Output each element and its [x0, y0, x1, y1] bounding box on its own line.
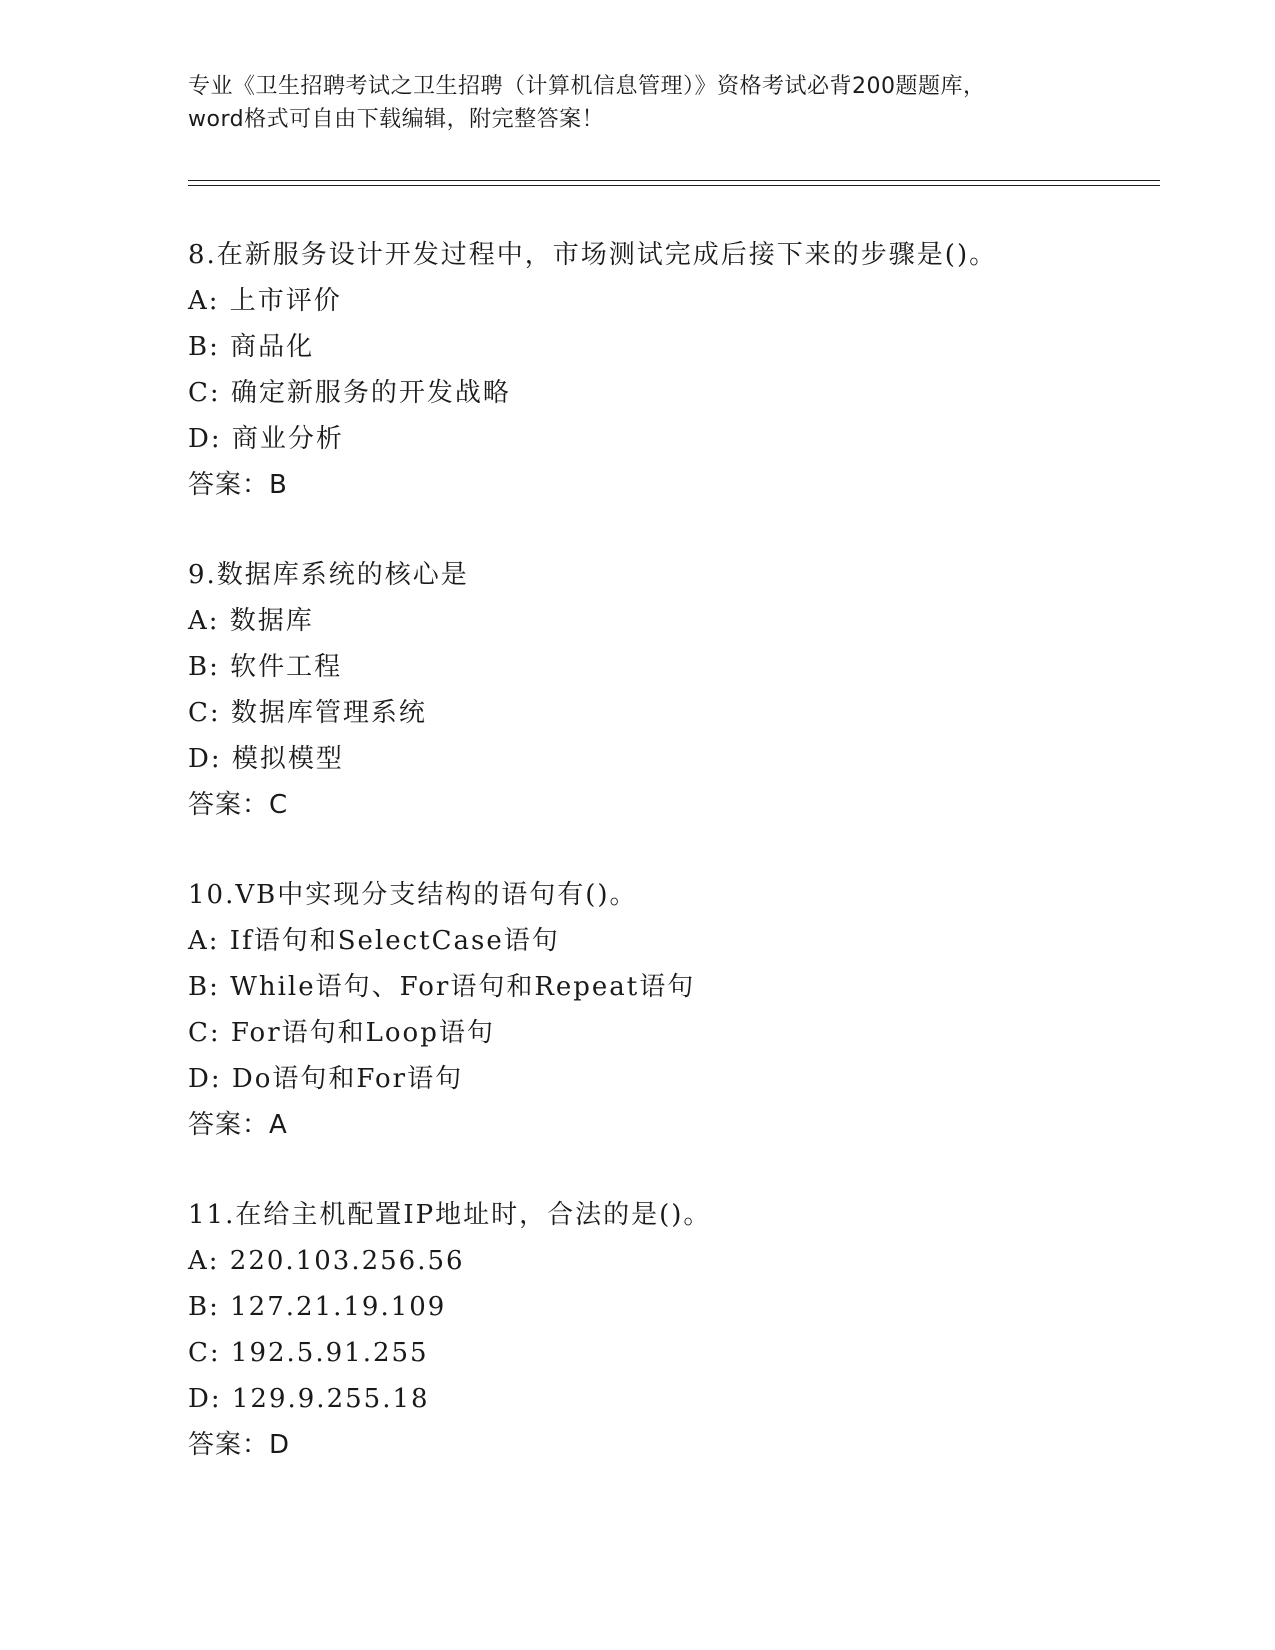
question-list	[188, 232, 1168, 1512]
header-divider-bottom	[188, 185, 1160, 186]
option-d: D: 商业分析	[188, 424, 344, 454]
question-8	[188, 232, 1168, 508]
answer: 答案：C	[188, 790, 289, 820]
option-a: A: 220.103.256.56	[188, 1246, 465, 1276]
question-text: 10.VB中实现分支结构的语句有()。	[188, 880, 638, 910]
option-d: D: 129.9.255.18	[188, 1384, 430, 1414]
question-text: 8.在新服务设计开发过程中，市场测试完成后接下来的步骤是()。	[188, 240, 998, 270]
answer: 答案：D	[188, 1430, 291, 1460]
question-11	[188, 1192, 1168, 1468]
option-c: C: 确定新服务的开发战略	[188, 378, 511, 408]
option-a: A: 数据库	[188, 606, 314, 636]
answer: 答案：B	[188, 470, 288, 500]
option-c: C: For语句和Loop语句	[188, 1018, 495, 1048]
header-divider-top	[188, 180, 1160, 181]
option-c: C: 数据库管理系统	[188, 698, 427, 728]
option-c: C: 192.5.91.255	[188, 1338, 429, 1368]
option-b: B: 软件工程	[188, 652, 343, 682]
header-line-1: 专业《卫生招聘考试之卫生招聘（计算机信息管理）》资格考试必背200题题库，	[188, 74, 986, 99]
question-text: 9.数据库系统的核心是	[188, 560, 469, 590]
option-d: D: Do语句和For语句	[188, 1064, 464, 1094]
question-text: 11.在给主机配置IP地址时，合法的是()。	[188, 1200, 712, 1230]
question-10	[188, 872, 1168, 1148]
option-b: B: 127.21.19.109	[188, 1292, 447, 1322]
option-a: A: 上市评价	[188, 286, 342, 316]
header-line-2: word格式可自由下载编辑，附完整答案！	[188, 107, 605, 132]
option-a: A: If语句和SelectCase语句	[188, 926, 560, 956]
option-d: D: 模拟模型	[188, 744, 344, 774]
option-b: B: While语句、For语句和Repeat语句	[188, 972, 696, 1002]
answer: 答案：A	[188, 1110, 288, 1140]
option-b: B: 商品化	[188, 332, 315, 362]
document-header	[188, 70, 1088, 136]
question-9	[188, 552, 1168, 828]
